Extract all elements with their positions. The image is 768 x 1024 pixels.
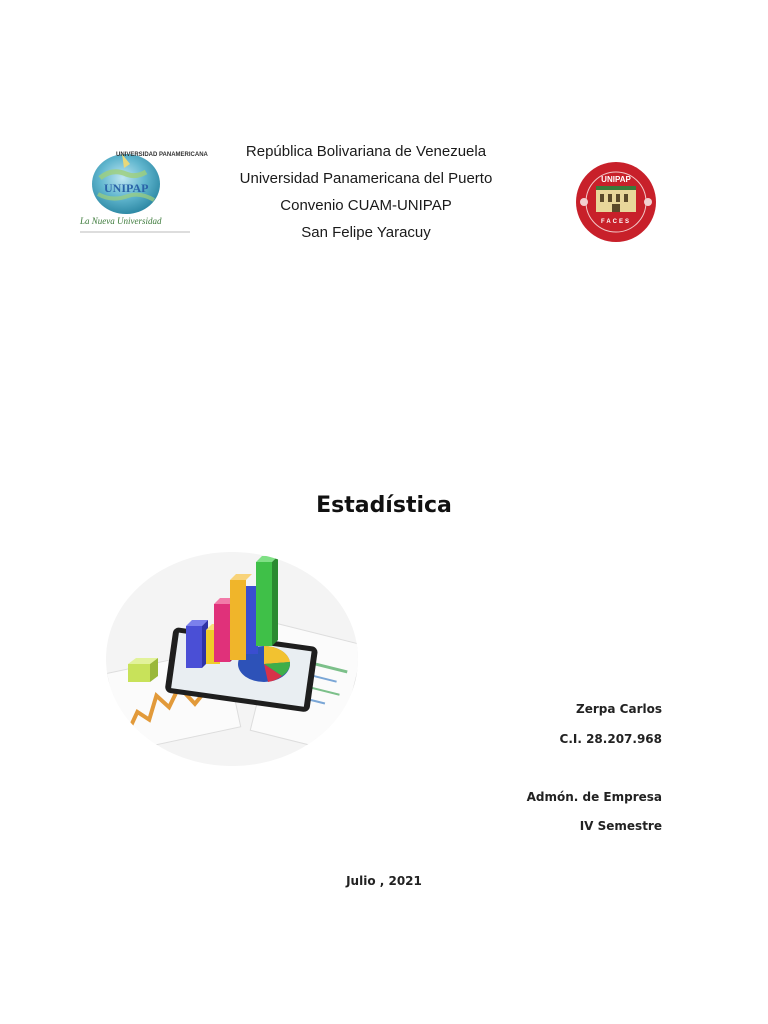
author-id-number: C.I. 28.207.968 (559, 732, 662, 746)
header-line-city: San Felipe Yaracuy (301, 224, 431, 241)
header-line-country: República Bolivariana de Venezuela (245, 143, 487, 160)
university-logo-left (76, 148, 208, 240)
faces-seal-icon (570, 160, 662, 244)
logo-center-text: UNIPAP (104, 181, 149, 195)
author-semester: IV Semestre (579, 819, 662, 833)
author-name: Zerpa Carlos (576, 702, 662, 716)
header-line-university: Universidad Panamericana del Puerto (239, 170, 493, 187)
header-line-agreement: Convenio CUAM-UNIPAP (280, 197, 452, 214)
bar-chart-tablet-icon (106, 552, 358, 766)
author-career: Admón. de Empresa (526, 790, 662, 804)
document-title: Estadística (316, 493, 452, 518)
institution-header (200, 138, 532, 246)
logo-top-text: UNIVERSIDAD PANAMERICANA (116, 152, 208, 158)
seal-top-text: UNIPAP (601, 175, 631, 184)
faculty-seal-right (570, 160, 662, 244)
logo-motto: La Nueva Universidad (80, 216, 162, 226)
statistics-illustration (106, 552, 358, 766)
document-date: Julio , 2021 (346, 874, 422, 888)
seal-bottom-text: FACES (600, 219, 632, 225)
unipap-globe-logo (76, 148, 208, 240)
